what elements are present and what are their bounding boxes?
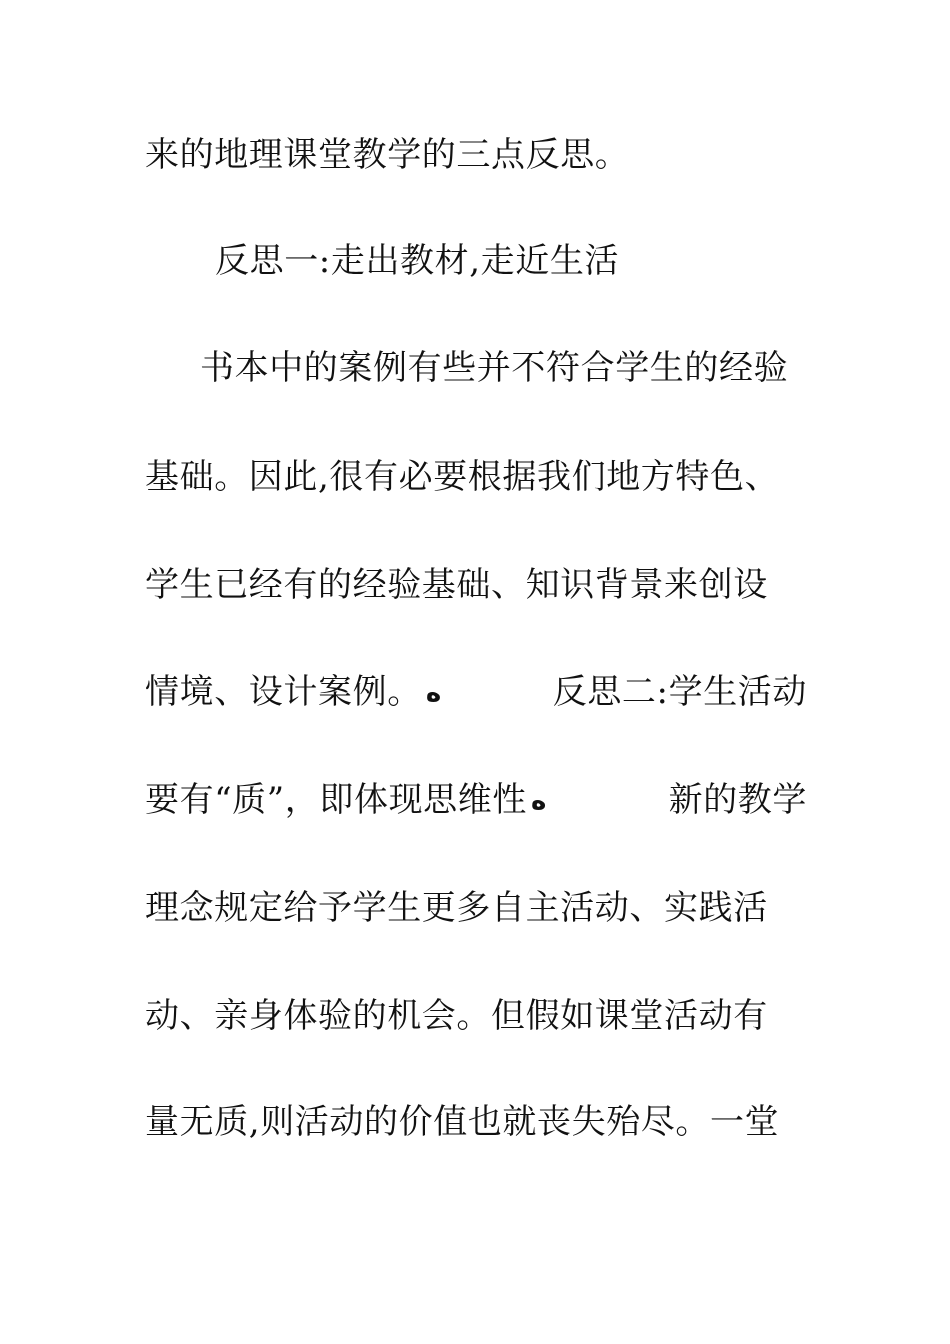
text-line-8 bbox=[145, 888, 807, 928]
text-line-9 bbox=[145, 996, 807, 1036]
text-line-6 bbox=[145, 672, 807, 713]
text-line-3 bbox=[200, 348, 807, 388]
text-line-6-left bbox=[145, 672, 441, 713]
text-line-3-content: 书本中的案例有些并不符合学生的经验 bbox=[200, 348, 789, 388]
section-heading-reflection-1 bbox=[215, 241, 877, 281]
text-line-5-content: 学生已经有的经验基础、知识背景来创设 bbox=[145, 565, 768, 605]
text-line-5 bbox=[145, 565, 807, 605]
paragraph-mark-icon: ه bbox=[530, 786, 547, 816]
section-heading-reflection-1-text: 反思一:走出教材,走近生活 bbox=[215, 241, 620, 281]
text-line-7-right: 新的教学 bbox=[668, 780, 807, 820]
text-line-10 bbox=[145, 1102, 807, 1142]
text-line-4 bbox=[145, 457, 807, 497]
text-line-10-content: 量无质,则活动的价值也就丧失殆尽。一堂 bbox=[145, 1102, 780, 1142]
text-line-7-left bbox=[145, 780, 546, 821]
text-line-4-content: 基础。因此,很有必要根据我们地方特色、 bbox=[145, 457, 780, 497]
text-line-7 bbox=[145, 780, 807, 821]
paragraph-mark-icon: ه bbox=[425, 678, 442, 708]
text-line-1-content: 来的地理课堂教学的三点反思。 bbox=[145, 135, 630, 175]
text-line-6-content: 情境、设计案例。 bbox=[145, 672, 422, 712]
section-heading-reflection-2-start: 反思二:学生活动 bbox=[552, 672, 807, 712]
section-heading-reflection-2-end: 要有“质”，即体现思维性 bbox=[145, 780, 527, 820]
text-line-9-content: 动、亲身体验的机会。但假如课堂活动有 bbox=[145, 996, 768, 1036]
text-line-1 bbox=[145, 135, 807, 175]
text-line-8-content: 理念规定给予学生更多自主活动、实践活 bbox=[145, 888, 768, 928]
